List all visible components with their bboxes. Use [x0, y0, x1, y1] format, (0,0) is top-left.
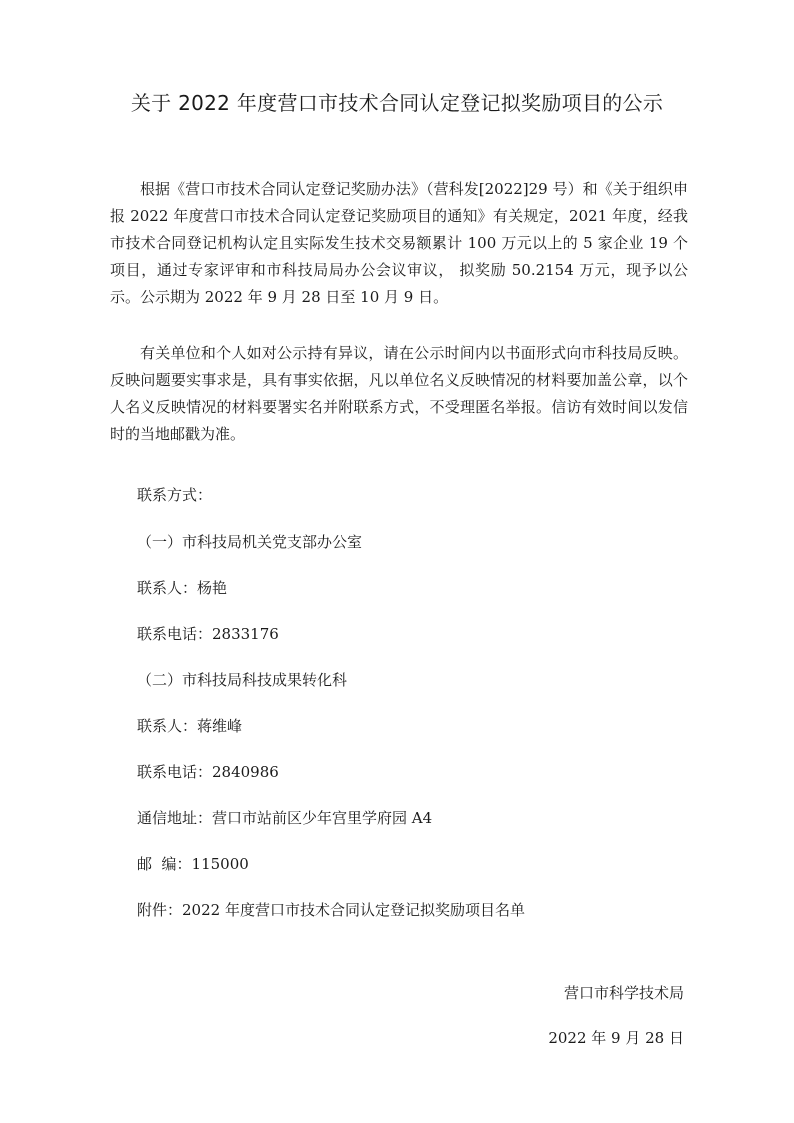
- signature-date: 2022 年 9 月 28 日: [548, 1029, 684, 1047]
- attachment-line: 附件：2022 年度营口市技术合同认定登记拟奖励项目名单: [137, 901, 525, 919]
- contact-address: 通信地址：营口市站前区少年宫里学府园 A4: [137, 809, 433, 827]
- signature-org: 营口市科学技术局: [563, 984, 684, 1002]
- body-paragraph-objection: 有关单位和个人如对公示持有异议，请在公示时间内以书面形式向市科技局反映。反映问题要实事求是，具有事实依据，凡以单位名义反映情况的材料要加盖公章，以个人名义反映情况的材料要署实名并附联系方式，不受理匿名举报。信访有效时间以发信时的当地邮戳为准。: [110, 344, 688, 443]
- contact-person-2: 联系人：蒋维峰: [137, 717, 243, 735]
- contact-postcode: 邮 编：115000: [137, 855, 249, 873]
- contact-phone-1: 联系电话：2833176: [137, 625, 279, 643]
- contact-person-1: 联系人：杨艳: [137, 579, 228, 597]
- contact-heading: 联系方式：: [137, 486, 213, 504]
- contact-office-2: （二）市科技局科技成果转化科: [137, 671, 348, 689]
- body-paragraph-announcement: 根据《营口市技术合同认定登记奖励办法》（营科发[2022]29 号）和《关于组织申报 2022 年度营口市技术合同认定登记奖励项目的通知》有关规定，2021 年度，经我市技术合同登记机构认定且实际发生技术交易额累计 100 万元以上的 5 家企业 19 个项目，通过专家评审和市科技局局办公会议审议， 拟奖励 50.2154 万元，现予以公示。公示期为 2022 年 9 月 28 日至 10 月 9 日。: [110, 180, 688, 306]
- page-title: 关于 2022 年度营口市技术合同认定登记拟奖励项目的公示: [130, 91, 664, 115]
- contact-office-1: （一）市科技局机关党支部办公室: [137, 533, 363, 551]
- contact-phone-2: 联系电话：2840986: [137, 763, 279, 781]
